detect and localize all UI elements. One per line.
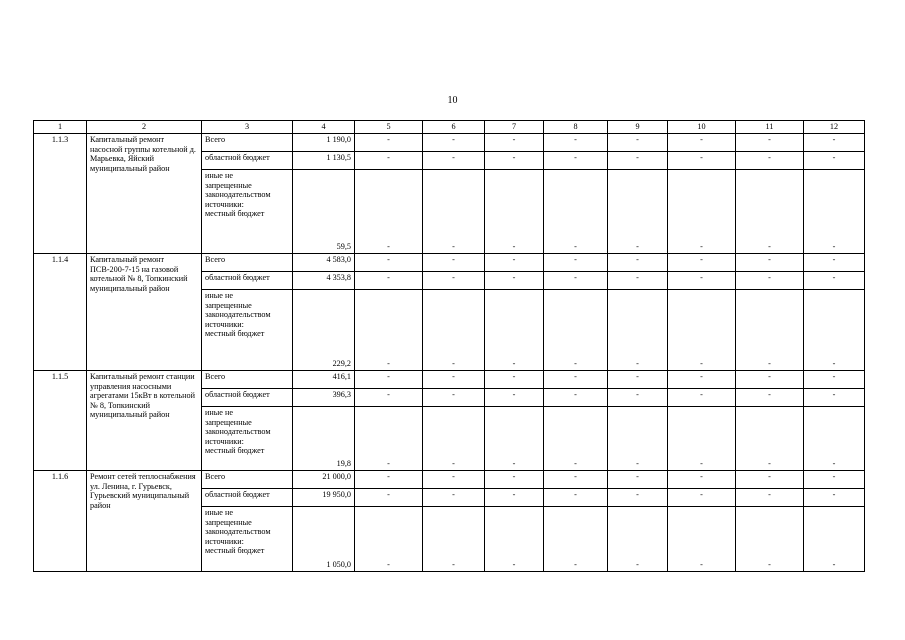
empty-value-cell: - — [544, 170, 608, 254]
empty-value-cell: - — [355, 407, 423, 471]
column-header: 12 — [804, 121, 865, 134]
source-other-line: источники: — [205, 436, 244, 446]
source-other-label — [202, 290, 293, 371]
source-regional-label: областной бюджет — [202, 389, 293, 407]
source-other-line: местный бюджет — [205, 329, 265, 339]
empty-value-cell: - — [736, 152, 804, 170]
source-other-line: источники: — [205, 536, 244, 546]
empty-value-cell: - — [355, 389, 423, 407]
empty-value-cell: - — [544, 254, 608, 272]
empty-value-cell: - — [804, 134, 865, 152]
table-row — [34, 471, 865, 489]
column-header: 6 — [423, 121, 485, 134]
header-row — [34, 121, 865, 134]
column-header: 8 — [544, 121, 608, 134]
page-number: 10 — [447, 95, 458, 106]
item-name: Капитальный ремонт насосной группы котельной д. Марьевка, Яйский муниципальный район — [87, 134, 202, 254]
source-other-line: законодательством — [205, 310, 271, 320]
total-value: 416,1 — [293, 371, 355, 389]
empty-value-cell: - — [544, 471, 608, 489]
source-other-label — [202, 507, 293, 572]
empty-value-cell: - — [736, 371, 804, 389]
empty-value-cell: - — [668, 170, 736, 254]
column-header: 11 — [736, 121, 804, 134]
table-row — [34, 254, 865, 272]
source-other-line: запрещенные — [205, 180, 252, 190]
empty-value-cell: - — [544, 290, 608, 371]
empty-value-cell: - — [668, 407, 736, 471]
empty-value-cell: - — [485, 272, 544, 290]
empty-value-cell: - — [355, 272, 423, 290]
item-code: 1.1.5 — [34, 371, 87, 471]
source-other-line: законодательством — [205, 527, 271, 537]
empty-value-cell: - — [608, 134, 668, 152]
empty-value-cell: - — [485, 407, 544, 471]
empty-value-cell: - — [423, 272, 485, 290]
empty-value-cell: - — [423, 489, 485, 507]
empty-value-cell: - — [423, 134, 485, 152]
empty-value-cell: - — [355, 371, 423, 389]
empty-value-cell: - — [608, 507, 668, 572]
table-row — [34, 134, 865, 152]
empty-value-cell: - — [736, 489, 804, 507]
empty-value-cell: - — [355, 254, 423, 272]
empty-value-cell: - — [608, 152, 668, 170]
item-code: 1.1.3 — [34, 134, 87, 254]
empty-value-cell: - — [355, 170, 423, 254]
empty-value-cell: - — [668, 152, 736, 170]
source-total-label: Всего — [202, 134, 293, 152]
total-value: 1 190,0 — [293, 134, 355, 152]
empty-value-cell: - — [423, 254, 485, 272]
empty-value-cell: - — [804, 471, 865, 489]
empty-value-cell: - — [485, 371, 544, 389]
empty-value-cell: - — [608, 471, 668, 489]
empty-value-cell: - — [736, 471, 804, 489]
empty-value-cell: - — [355, 152, 423, 170]
empty-value-cell: - — [804, 254, 865, 272]
empty-value-cell: - — [804, 290, 865, 371]
budget-table — [33, 120, 865, 572]
empty-value-cell: - — [608, 407, 668, 471]
empty-value-cell: - — [544, 407, 608, 471]
empty-value-cell: - — [423, 170, 485, 254]
source-other-line: иные не — [205, 291, 233, 300]
empty-value-cell: - — [544, 371, 608, 389]
empty-value-cell: - — [544, 389, 608, 407]
empty-value-cell: - — [608, 272, 668, 290]
local-value: 19,8 — [293, 407, 355, 471]
empty-value-cell: - — [608, 254, 668, 272]
source-other-line: запрещенные — [205, 417, 252, 427]
item-name: Капитальный ремонт ПСВ-200-7-15 на газовой котельной № 8, Топкинский муниципальный район — [87, 254, 202, 371]
source-other-line: законодательством — [205, 427, 271, 437]
local-value: 59,5 — [293, 170, 355, 254]
source-other-line: запрещенные — [205, 517, 252, 527]
column-header: 3 — [202, 121, 293, 134]
item-name: Капитальный ремонт станции управления насосными агрегатами 15кВт в котельной № 8, Топкинский муниципальный район — [87, 371, 202, 471]
source-regional-label: областной бюджет — [202, 152, 293, 170]
empty-value-cell: - — [423, 371, 485, 389]
table-body — [34, 134, 865, 572]
empty-value-cell: - — [544, 507, 608, 572]
source-other-line: источники: — [205, 199, 244, 209]
source-other-line: запрещенные — [205, 300, 252, 310]
source-other-line: законодательством — [205, 190, 271, 200]
source-other-line: иные не — [205, 171, 233, 180]
empty-value-cell: - — [423, 389, 485, 407]
empty-value-cell: - — [804, 170, 865, 254]
source-other-line: местный бюджет — [205, 546, 265, 556]
empty-value-cell: - — [804, 407, 865, 471]
empty-value-cell: - — [485, 389, 544, 407]
source-other-label — [202, 170, 293, 254]
empty-value-cell: - — [804, 272, 865, 290]
empty-value-cell: - — [668, 471, 736, 489]
item-name: Ремонт сетей теплоснабжения ул. Ленина, г. Гурьевск, Гурьевский муниципальный район — [87, 471, 202, 572]
empty-value-cell: - — [544, 134, 608, 152]
empty-value-cell: - — [736, 134, 804, 152]
empty-value-cell: - — [544, 489, 608, 507]
regional-value: 19 950,0 — [293, 489, 355, 507]
empty-value-cell: - — [668, 272, 736, 290]
empty-value-cell: - — [423, 290, 485, 371]
empty-value-cell: - — [668, 489, 736, 507]
empty-value-cell: - — [608, 170, 668, 254]
source-regional-label: областной бюджет — [202, 489, 293, 507]
column-header: 4 — [293, 121, 355, 134]
regional-value: 396,3 — [293, 389, 355, 407]
empty-value-cell: - — [608, 489, 668, 507]
source-total-label: Всего — [202, 371, 293, 389]
empty-value-cell: - — [544, 152, 608, 170]
empty-value-cell: - — [668, 507, 736, 572]
empty-value-cell: - — [355, 290, 423, 371]
local-value: 229,2 — [293, 290, 355, 371]
total-value: 4 583,0 — [293, 254, 355, 272]
empty-value-cell: - — [668, 254, 736, 272]
empty-value-cell: - — [736, 272, 804, 290]
empty-value-cell: - — [736, 290, 804, 371]
empty-value-cell: - — [485, 152, 544, 170]
empty-value-cell: - — [355, 507, 423, 572]
empty-value-cell: - — [423, 507, 485, 572]
item-code: 1.1.4 — [34, 254, 87, 371]
empty-value-cell: - — [485, 134, 544, 152]
empty-value-cell: - — [804, 489, 865, 507]
item-code: 1.1.6 — [34, 471, 87, 572]
regional-value: 1 130,5 — [293, 152, 355, 170]
empty-value-cell: - — [355, 489, 423, 507]
empty-value-cell: - — [736, 170, 804, 254]
column-header: 10 — [668, 121, 736, 134]
empty-value-cell: - — [668, 371, 736, 389]
column-header: 9 — [608, 121, 668, 134]
source-other-line: иные не — [205, 408, 233, 417]
empty-value-cell: - — [668, 389, 736, 407]
empty-value-cell: - — [355, 134, 423, 152]
empty-value-cell: - — [485, 290, 544, 371]
empty-value-cell: - — [736, 507, 804, 572]
empty-value-cell: - — [423, 407, 485, 471]
source-other-line: местный бюджет — [205, 209, 265, 219]
empty-value-cell: - — [485, 507, 544, 572]
source-other-label — [202, 407, 293, 471]
empty-value-cell: - — [804, 152, 865, 170]
regional-value: 4 353,8 — [293, 272, 355, 290]
empty-value-cell: - — [423, 471, 485, 489]
empty-value-cell: - — [804, 389, 865, 407]
column-header: 1 — [34, 121, 87, 134]
column-header: 2 — [87, 121, 202, 134]
empty-value-cell: - — [804, 371, 865, 389]
empty-value-cell: - — [668, 290, 736, 371]
source-regional-label: областной бюджет — [202, 272, 293, 290]
column-header: 5 — [355, 121, 423, 134]
source-total-label: Всего — [202, 254, 293, 272]
empty-value-cell: - — [355, 471, 423, 489]
empty-value-cell: - — [608, 290, 668, 371]
empty-value-cell: - — [736, 389, 804, 407]
local-value: 1 050,0 — [293, 507, 355, 572]
total-value: 21 000,0 — [293, 471, 355, 489]
column-header: 7 — [485, 121, 544, 134]
empty-value-cell: - — [608, 371, 668, 389]
empty-value-cell: - — [804, 507, 865, 572]
source-other-line: источники: — [205, 319, 244, 329]
empty-value-cell: - — [668, 134, 736, 152]
empty-value-cell: - — [485, 170, 544, 254]
empty-value-cell: - — [736, 254, 804, 272]
table-row — [34, 371, 865, 389]
empty-value-cell: - — [485, 471, 544, 489]
empty-value-cell: - — [736, 407, 804, 471]
source-other-line: иные не — [205, 508, 233, 517]
empty-value-cell: - — [544, 272, 608, 290]
empty-value-cell: - — [608, 389, 668, 407]
source-other-line: местный бюджет — [205, 446, 265, 456]
empty-value-cell: - — [423, 152, 485, 170]
empty-value-cell: - — [485, 489, 544, 507]
source-total-label: Всего — [202, 471, 293, 489]
empty-value-cell: - — [485, 254, 544, 272]
